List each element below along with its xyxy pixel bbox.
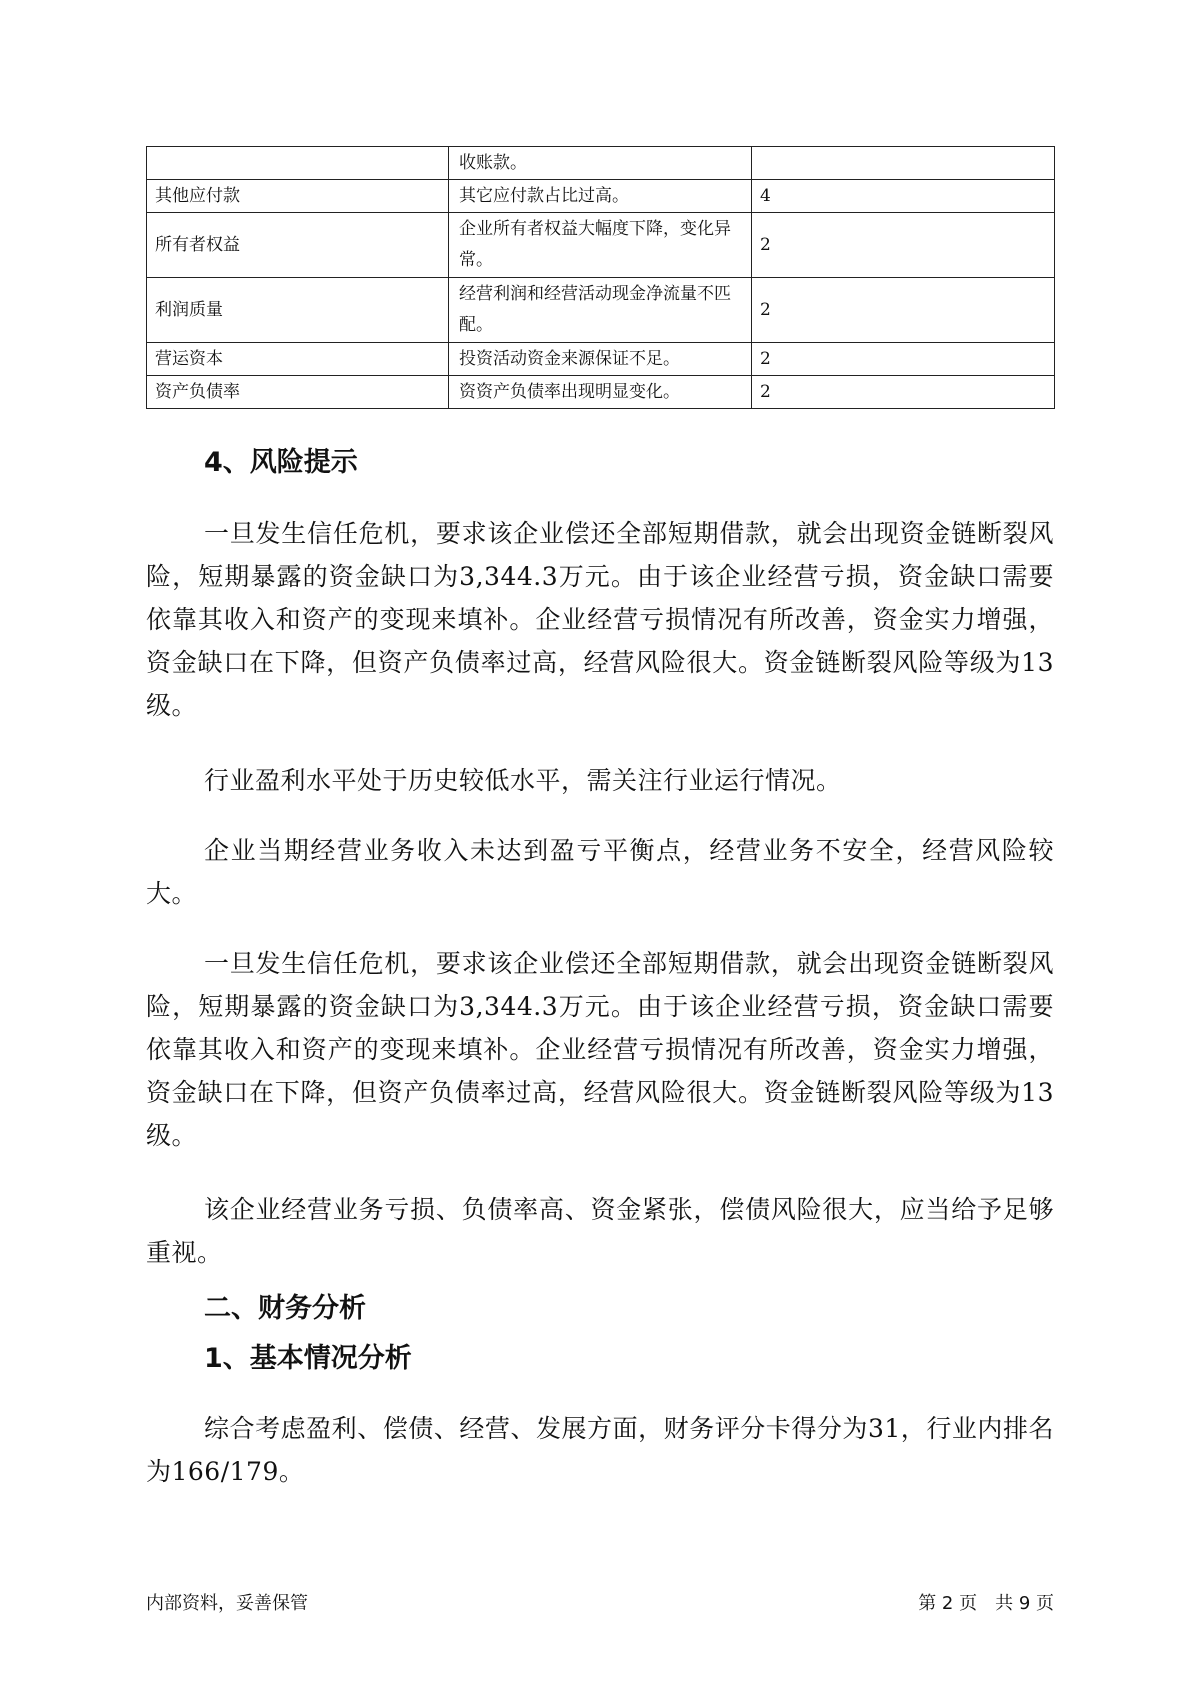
table-cell-desc: 企业所有者权益大幅度下降，变化异常。 (449, 213, 752, 278)
table-cell-score (752, 147, 1055, 180)
paragraph: 企业当期经营业务收入未达到盈亏平衡点，经营业务不安全，经营风险较大。 (146, 836, 1054, 908)
paragraph: 一旦发生信任危机，要求该企业偿还全部短期借款，就会出现资金链断裂风险，短期暴露的资金缺口为3,344.3万元。由于该企业经营亏损，资金缺口需要依靠其收入和资产的变现来填补。企业经营亏损情况有所改善，资金实力增强，资金缺口在下降，但资产负债率过高，经营风险很大。资金链断裂风险等级为13级。 (146, 519, 1054, 720)
table-cell-score: 2 (752, 278, 1055, 343)
paragraph: 综合考虑盈利、偿债、经营、发展方面，财务评分卡得分为31，行业内排名为166/179。 (146, 1414, 1054, 1486)
sub-heading-basic: 1、基本情况分析 (204, 1343, 412, 1374)
table-cell-desc: 其它应付款占比过高。 (449, 180, 752, 213)
section-heading-risk: 4、风险提示 (204, 447, 358, 478)
table-row (147, 180, 1055, 213)
paragraph: 一旦发生信任危机，要求该企业偿还全部短期借款，就会出现资金链断裂风险，短期暴露的资金缺口为3,344.3万元。由于该企业经营亏损，资金缺口需要依靠其收入和资产的变现来填补。企业经营亏损情况有所改善，资金实力增强，资金缺口在下降，但资产负债率过高，经营风险很大。资金链断裂风险等级为13级。 (146, 949, 1054, 1150)
table-cell-item: 营运资本 (147, 343, 449, 376)
table-row (147, 278, 1055, 343)
table-cell-score: 2 (752, 343, 1055, 376)
page-number: 第 2 页 共 9 页 (918, 1593, 1054, 1614)
table-cell-score: 2 (752, 213, 1055, 278)
table-cell-score: 4 (752, 180, 1055, 213)
footer-note: 内部资料，妥善保管 (146, 1593, 308, 1614)
table-row (147, 343, 1055, 376)
risk-indicator-table (146, 146, 1055, 409)
table-cell-item: 其他应付款 (147, 180, 449, 213)
table-row (147, 376, 1055, 409)
table-cell-desc: 资资产负债率出现明显变化。 (449, 376, 752, 409)
table-cell-desc: 经营利润和经营活动现金净流量不匹配。 (449, 278, 752, 343)
table-row (147, 213, 1055, 278)
table-cell-desc: 收账款。 (449, 147, 752, 180)
section-heading-financial: 二、财务分析 (204, 1293, 366, 1324)
paragraph: 该企业经营业务亏损、负债率高、资金紧张，偿债风险很大，应当给予足够重视。 (146, 1195, 1054, 1267)
table-row (147, 147, 1055, 180)
table-cell-item: 利润质量 (147, 278, 449, 343)
paragraph: 行业盈利水平处于历史较低水平，需关注行业运行情况。 (204, 766, 842, 795)
table-cell-score: 2 (752, 376, 1055, 409)
table-cell-item (147, 147, 449, 180)
table-cell-item: 资产负债率 (147, 376, 449, 409)
table-cell-desc: 投资活动资金来源保证不足。 (449, 343, 752, 376)
table-cell-item: 所有者权益 (147, 213, 449, 278)
